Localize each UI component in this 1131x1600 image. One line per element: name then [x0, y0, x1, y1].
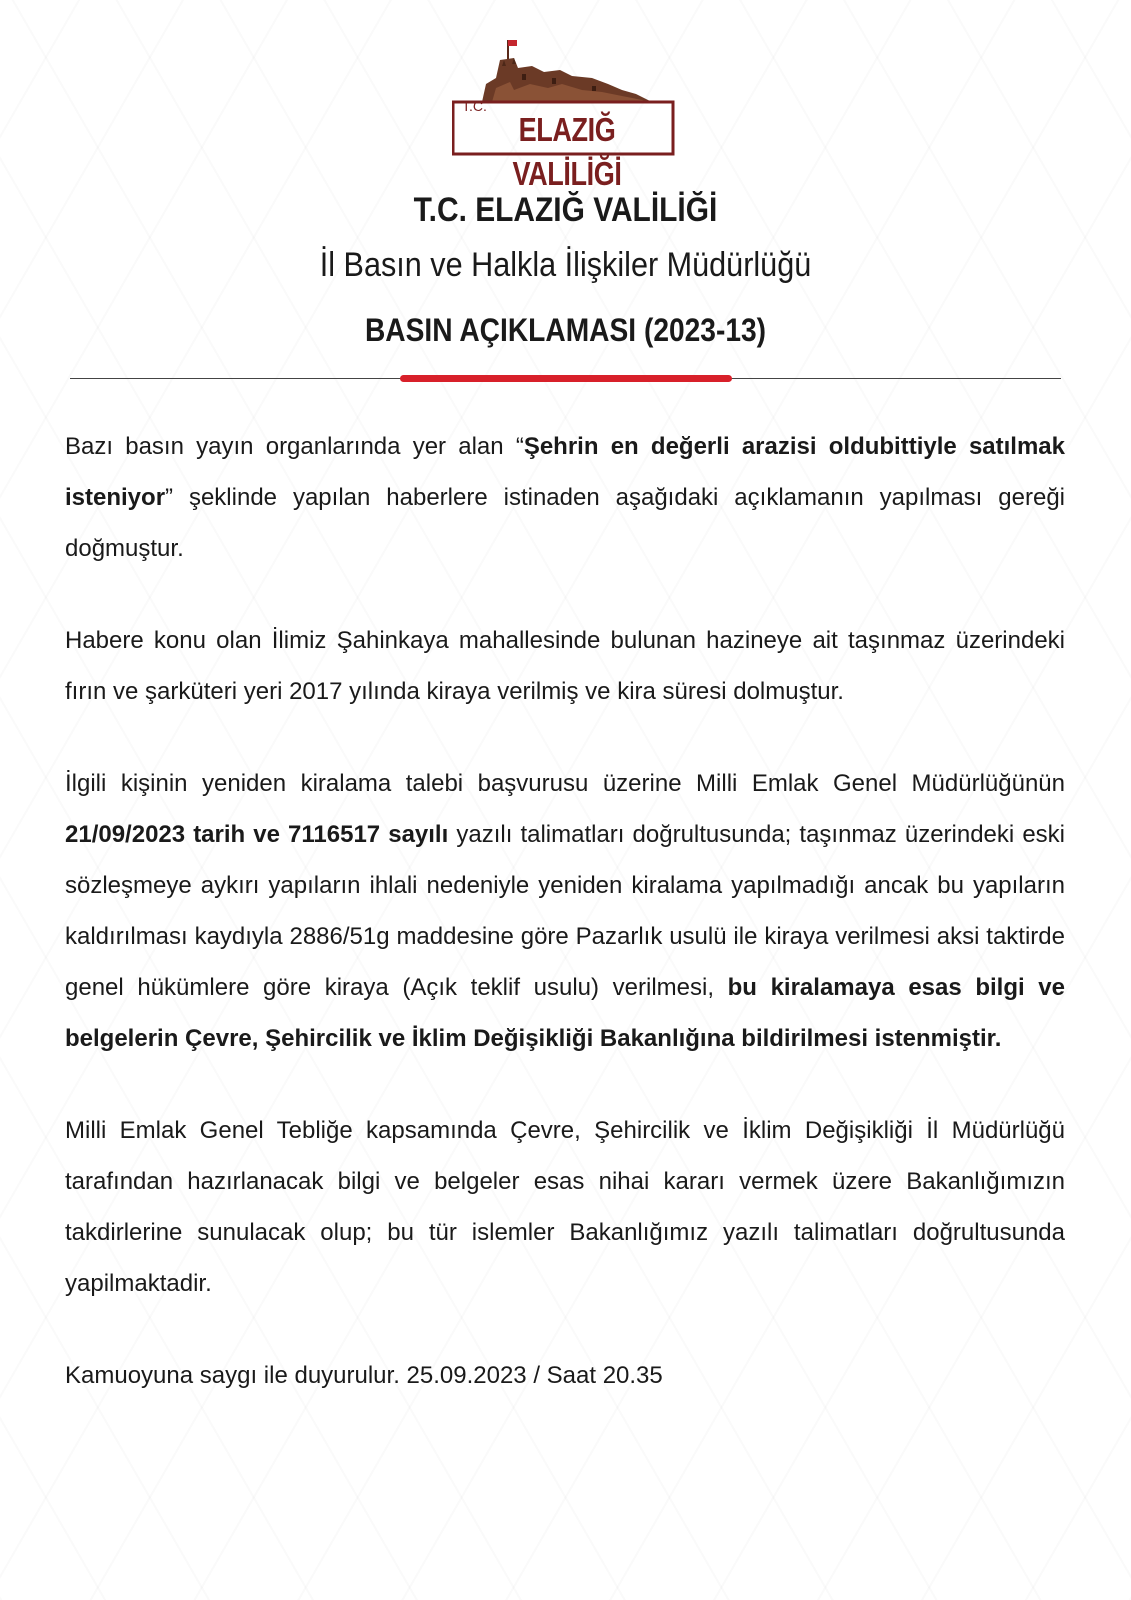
logo-name-text: ELAZIĞ VALİLİĞİ: [512, 111, 622, 192]
quoted-headline: Şehrin en değerli arazisi oldubittiyle satılmak isteniyor: [65, 433, 1065, 511]
logo-tc-text: T.C.: [462, 98, 487, 114]
header-divider-accent: [400, 375, 732, 382]
page-title: T.C. ELAZIĞ VALİLİĞİ: [413, 191, 718, 229]
instruction-reference: 21/09/2023 tarih ve 7116517 sayılı: [65, 821, 449, 848]
press-release-title: BASIN AÇIKLAMASI (2023-13): [364, 312, 767, 348]
elazig-governorship-logo: [452, 38, 682, 192]
paragraph-1: Bazı basın yayın organlarında yer alan “Şehrin en değerli arazisi oldubittiyle satılmak isteniyor” şeklinde yapılan haberlere istinaden aşağıdaki açıklamanın yapılması gereği doğmuştur.: [65, 433, 1065, 562]
ministry-request: bu kiralamaya esas bilgi ve belgelerin Çevre, Şehircilik ve İklim Değişikliği Bakanlığına bildirilmesi istenmiştir.: [65, 974, 1065, 1052]
closing-line: Kamuoyuna saygı ile duyurulur. 25.09.2023 / Saat 20.35: [65, 1362, 663, 1389]
paragraph-3: İlgili kişinin yeniden kiralama talebi başvurusu üzerine Milli Emlak Genel Müdürlüğünün 21/09/2023 tarih ve 7116517 sayılı yazılı talimatları doğrultusunda; taşınmaz üzerindeki eski sözleşmeye aykırı yapıların ihlali nedeniyle yeniden kiralama yapılmadığı ancak bu yapıların kaldırılması kaydıyla 2886/51g maddesine göre Pazarlık usulü ile kiraya verilmesi aksi taktirde genel hükümlere göre kiraya (Açık teklif usulu) verilmesi, bu kiralamaya esas bilgi ve belgelerin Çevre, Şehircilik ve İklim Değişikliği Bakanlığına bildirilmesi istenmiştir.: [65, 770, 1065, 1052]
paragraph-2: Habere konu olan İlimiz Şahinkaya mahallesinde bulunan hazineye ait taşınmaz üzerindeki fırın ve şarküteri yeri 2017 yılında kiraya verilmiş ve kira süresi dolmuştur.: [65, 627, 1065, 705]
press-release-body: [65, 421, 1065, 1442]
paragraph-4: Milli Emlak Genel Tebliğe kapsamında Çevre, Şehircilik ve İklim Değişikliği İl Müdürlüğü tarafından hazırlanacak bilgi ve belgeler esas nihai kararı vermek üzere Bakanlığımızın takdirlerine sunulacak olup; bu tür islemler Bakanlığımız yazılı talimatları doğrultusunda yapilmaktadir.: [65, 1117, 1065, 1297]
department-name: İl Basın ve Halkla İlişkiler Müdürlüğü: [319, 246, 812, 284]
